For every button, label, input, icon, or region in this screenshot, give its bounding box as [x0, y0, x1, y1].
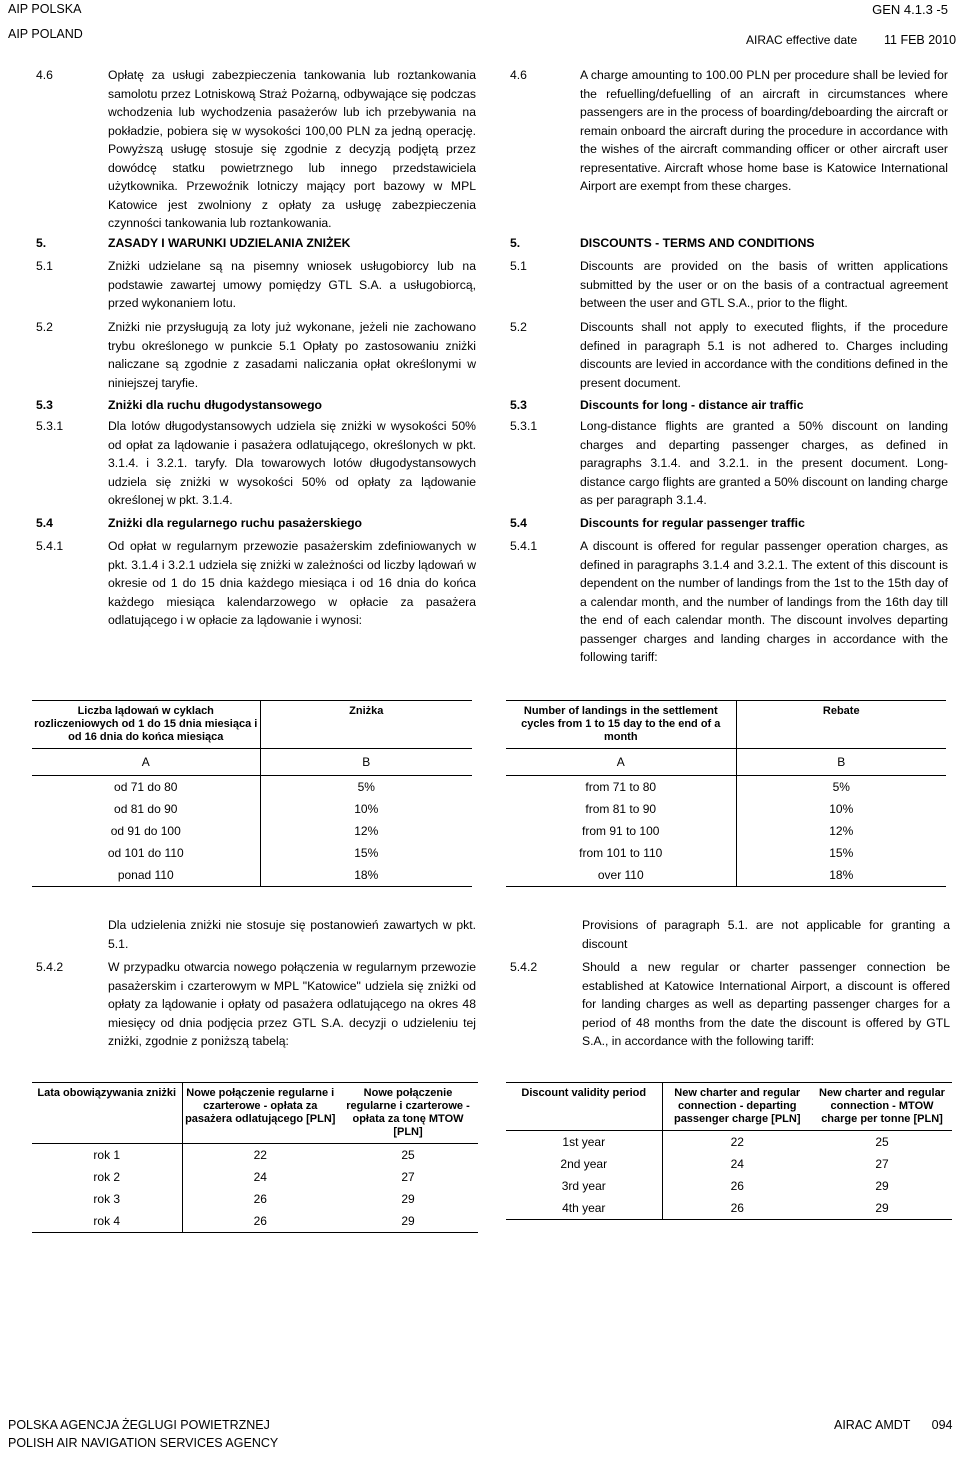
- pl-note: [36, 916, 476, 953]
- table-cell: from 81 to 90: [506, 798, 736, 820]
- section-text: Long-distance flights are granted a 50% discount on landing charges and departing passenger charges, as defined in paragraphs 3.1.4. and 3.2.1. in the present document. Long-distance cargo flights are granted a 50% discount on landing charge as per paragraph 3.1.4.: [580, 419, 948, 507]
- section-text: Zniżki udzielane są na pisemny wniosek usługobiorcy lub na podstawie zawartej umowy pomiędzy GTL S.A. a usługobiorcą, przed wykonaniem lotu.: [108, 259, 476, 310]
- en-section-5-4-2: [510, 958, 950, 1051]
- table-row: [506, 1175, 952, 1197]
- table-row: [32, 1166, 478, 1188]
- en-section-5-2: [510, 318, 948, 392]
- table-cell: 1st year: [506, 1131, 662, 1154]
- table-cell: from 71 to 80: [506, 776, 736, 799]
- table-cell: 18%: [736, 864, 946, 887]
- section-title: Zniżki dla regularnego ruchu pasażerskiego: [108, 516, 362, 530]
- table-cell: rok 3: [32, 1188, 182, 1210]
- table-cell: 10%: [829, 802, 854, 816]
- table-cell: 25: [812, 1131, 952, 1154]
- section-text: Discounts are provided on the basis of written applications submitted by the user or on the basis of a contractual agreement between the user and GTL S.A., prior to the flight.: [580, 259, 948, 310]
- table-cell: rok 1: [32, 1144, 182, 1167]
- section-text: Od opłat w regularnym przewozie pasażerskim zdefiniowanych w pkt. 3.1.4 i 3.2.1 udziela się zniżki w zależności od liczby lądowań w okresie od 1 do 15 dnia każdego miesiąca i od 16 dnia do końca każdego miesiąca kalendarzowego w opłacie za pasażera odlatującego i w opłacie za lądowanie i wynosi:: [108, 539, 476, 627]
- en-section-4-6: [510, 66, 948, 196]
- table-header: Liczba lądowań w cyklach rozliczeniowych od 1 do 15 dnia miesiąca i od 16 dnia do końca miesiąca: [32, 701, 260, 749]
- table-cell: 3rd year: [506, 1175, 662, 1197]
- section-number: 5.3: [36, 398, 53, 412]
- section-number: 5.2: [510, 320, 527, 334]
- section-number: 5.: [510, 236, 521, 250]
- table-row: [32, 864, 472, 887]
- en-new-connection-table: [506, 1082, 952, 1220]
- section-number: 5.4.1: [36, 539, 64, 553]
- table-cell: 26: [182, 1210, 338, 1233]
- en-section-5-1: [510, 257, 948, 313]
- section-number: 5.: [36, 236, 47, 250]
- pl-section-5-heading: [36, 234, 476, 253]
- en-landing-discount-table: [506, 700, 946, 887]
- section-text: Opłatę za usługi zabezpieczenia tankowania lub roztankowania samolotu przez Lotniskową Straż Pożarną, odbywające się podczas wchodzenia lub wychodzenia pasażerów lub ich przebywania na pokładzie, pobiera się w wysokości 100,00 PLN za jedną operację. Powyższą usługę stosuje się zgodnie z decyzją podjętą przez dowódcę statku powietrznego lub innego przedstawiciela użytkownika. Przewoźnik lotniczy mający port bazowy w MPL Katowice jest zwolniony z opłaty za usługę zabezpieczenia czynności tankowania lub roztankowania.: [108, 68, 476, 230]
- table-cell: od 101 do 110: [32, 842, 260, 864]
- table-cell: ponad 110: [32, 864, 260, 887]
- section-number: 5.4: [510, 516, 527, 530]
- table-cell: from 101 to 110: [506, 842, 736, 864]
- table-row: [32, 798, 472, 820]
- section-title: Discounts for regular passenger traffic: [580, 516, 805, 530]
- section-number: 5.1: [510, 259, 527, 273]
- table-row: [506, 842, 946, 864]
- en-section-5-4-heading: [510, 514, 948, 533]
- table-cell: 25: [338, 1144, 478, 1167]
- section-title: ZASADY I WARUNKI UDZIELANIA ZNIŻEK: [108, 236, 351, 250]
- section-number: 5.3.1: [510, 419, 538, 433]
- table-cell: B: [260, 749, 472, 776]
- table-cell: 4th year: [506, 1197, 662, 1220]
- pl-new-connection-table: [32, 1082, 478, 1233]
- section-text: W przypadku otwarcia nowego połączenia w regularnym przewozie pasażerskim i czarterowym w MPL "Katowice" udziela się zniżki od opłaty za lądowanie i opłaty od pasażera odlatującego na okres 48 miesięcy od dnia podjęcia przez GTL S.A. decyzji o udzieleniu tej zniżki, zgodnie z poniższą tabelą:: [108, 960, 476, 1048]
- table-row: [32, 820, 472, 842]
- section-text: Dla lotów długodystansowych udziela się zniżki w wysokości 50% od opłat za lądowanie i pasażera odlatującego, określonych w pkt. 3.1.4. i 3.2.1. taryfy. Dla towarowych lotów długodystansowych udziela się zniżki w wysokości 50% od opłaty za lądowanie określonej w pkt. 3.1.4.: [108, 419, 476, 507]
- table-cell: 26: [730, 1179, 744, 1193]
- header-aip-poland: AIP POLAND: [8, 27, 83, 41]
- table-cell: od 81 do 90: [32, 798, 260, 820]
- table-header: New charter and regular connection - MTOW charge per tonne [PLN]: [812, 1083, 952, 1131]
- table-cell: 29: [401, 1192, 415, 1206]
- section-number: 4.6: [510, 68, 527, 82]
- table-cell: B: [736, 749, 946, 776]
- effective-date-label: AIRAC effective date: [746, 33, 858, 47]
- table-row: [506, 864, 946, 887]
- pl-section-5-2: [36, 318, 476, 392]
- en-section-5-heading: [510, 234, 948, 253]
- table-row: [506, 820, 946, 842]
- table-cell: 29: [338, 1210, 478, 1233]
- note-text: Provisions of paragraph 5.1. are not applicable for granting a discount: [582, 918, 950, 951]
- section-number: 5.3.1: [36, 419, 64, 433]
- table-row: [32, 1188, 478, 1210]
- table-cell: od 91 do 100: [32, 820, 260, 842]
- section-number: 4.6: [36, 68, 53, 82]
- section-number: 5.4.2: [36, 960, 64, 974]
- section-text: A discount is offered for regular passenger operation charges, as defined in paragraphs 3.1.4 and 3.2.1. The extent of this discount is dependent on the number of landings from the 1st to the 15th day of a calendar month, and the number of landings from the 16th day till the end of each calendar month. The discount involves departing passenger charges and landing charges in accordance with the following tariff:: [580, 539, 948, 664]
- section-title: DISCOUNTS - TERMS AND CONDITIONS: [580, 236, 815, 250]
- table-cell: 24: [253, 1170, 267, 1184]
- table-cell: 26: [662, 1197, 812, 1220]
- table-row: [32, 842, 472, 864]
- table-cell: from 91 to 100: [506, 820, 736, 842]
- table-header: New charter and regular connection - departing passenger charge [PLN]: [662, 1083, 812, 1131]
- en-note: [510, 916, 950, 953]
- footer-amdt: [834, 1416, 953, 1434]
- section-number: 5.3: [510, 398, 527, 412]
- table-cell: 29: [875, 1179, 889, 1193]
- table-row: [32, 1144, 478, 1167]
- section-text: A charge amounting to 100.00 PLN per procedure shall be levied for the refuelling/defuelling of an aircraft in circumstances where passengers are in the process of boarding/deboarding the aircraft or remain onboard the aircraft during the procedure in accordance with the wishes of the aircraft commanding officer or other aircraft user representative. Aircraft whose home base is Katowice International Airport are exempt from these charges.: [580, 68, 948, 193]
- page-reference: GEN 4.1.3 -5: [872, 2, 948, 17]
- section-number: 5.1: [36, 259, 53, 273]
- pl-section-5-4-heading: [36, 514, 476, 533]
- table-row: [506, 1197, 952, 1220]
- table-cell: 29: [812, 1197, 952, 1220]
- footer-amdt-label: AIRAC AMDT: [834, 1418, 911, 1432]
- effective-date: 11 FEB 2010: [884, 33, 957, 47]
- section-text: Discounts shall not apply to executed flights, if the procedure defined in paragraph 5.1 is not adhered to. Charges including discounts are levied in accordance with the conditions defined in the present document.: [580, 320, 948, 390]
- pl-section-5-3-1: [36, 417, 476, 510]
- table-header: Rebate: [736, 701, 946, 749]
- table-cell: 22: [662, 1131, 812, 1154]
- table-cell: 2nd year: [506, 1153, 662, 1175]
- table-cell: over 110: [506, 864, 736, 887]
- header-left: [8, 2, 83, 52]
- en-section-5-4-1: [510, 537, 948, 667]
- table-row: [506, 1153, 952, 1175]
- table-cell: 5%: [260, 776, 472, 799]
- table-cell: 22: [182, 1144, 338, 1167]
- table-header: Nowe połączenie regularne i czarterowe - opłata za tonę MTOW [PLN]: [338, 1083, 478, 1144]
- header-aip-polska: AIP POLSKA: [8, 2, 82, 16]
- table-cell: 5%: [736, 776, 946, 799]
- section-number: 5.4: [36, 516, 53, 530]
- table-cell: 12%: [829, 824, 854, 838]
- table-cell: 26: [253, 1192, 267, 1206]
- table-cell: A: [32, 749, 260, 776]
- section-text: Should a new regular or charter passenger connection be established at Katowice International Airport, a discount is offered for landing charges as well as departing passenger charges for a period of 48 months from the date the discount is offered by GTL S.A., in accordance with the following tariff:: [582, 960, 950, 1048]
- table-cell: 12%: [354, 824, 379, 838]
- section-number: 5.4.2: [510, 960, 538, 974]
- section-title: Discounts for long - distance air traffic: [580, 398, 804, 412]
- pl-section-5-3-heading: [36, 396, 476, 415]
- footer-agency-en: POLISH AIR NAVIGATION SERVICES AGENCY: [8, 1436, 279, 1450]
- section-number: 5.4.1: [510, 539, 538, 553]
- pl-landing-discount-table: [32, 700, 472, 887]
- table-row: [32, 776, 472, 799]
- footer-amdt-number: 094: [931, 1418, 953, 1432]
- section-title: Zniżki dla ruchu długodystansowego: [108, 398, 322, 412]
- table-header: Zniżka: [260, 701, 472, 749]
- table-header: Lata obowiązywania zniżki: [32, 1083, 182, 1144]
- pl-section-5-4-1: [36, 537, 476, 630]
- note-text: Dla udzielenia zniżki nie stosuje się postanowień zawartych w pkt. 5.1.: [108, 918, 476, 951]
- table-row: [506, 798, 946, 820]
- table-cell: 15%: [829, 846, 854, 860]
- section-text: Zniżki nie przysługują za loty już wykonane, jeżeli nie zachowano trybu określonego w punkcie 5.1 Opłaty po zastosowaniu zniżki naliczane są zgodnie z zasadami naliczania opłat określonymi w niniejszej taryfie.: [108, 320, 476, 390]
- table-row: [506, 776, 946, 799]
- en-section-5-3-1: [510, 417, 948, 510]
- table-cell: 18%: [260, 864, 472, 887]
- table-cell: rok 2: [32, 1166, 182, 1188]
- table-header: Number of landings in the settlement cycles from 1 to 15 day to the end of a month: [506, 701, 736, 749]
- table-cell: 24: [730, 1157, 744, 1171]
- table-cell: od 71 do 80: [32, 776, 260, 799]
- en-section-5-3-heading: [510, 396, 948, 415]
- table-cell: rok 4: [32, 1210, 182, 1233]
- table-cell: 27: [875, 1157, 889, 1171]
- footer-agency: [8, 1416, 278, 1452]
- table-cell: 10%: [354, 802, 379, 816]
- table-cell: 27: [401, 1170, 415, 1184]
- table-header: Discount validity period: [506, 1083, 662, 1131]
- table-row: [32, 1210, 478, 1233]
- footer-agency-pl: POLSKA AGENCJA ŻEGLUGI POWIETRZNEJ: [8, 1418, 270, 1432]
- pl-section-5-1: [36, 257, 476, 313]
- section-number: 5.2: [36, 320, 53, 334]
- table-cell: A: [506, 749, 736, 776]
- table-header: Nowe połączenie regularne i czarterowe - opłata za pasażera odlatującego [PLN]: [182, 1083, 338, 1144]
- table-cell: 15%: [354, 846, 379, 860]
- pl-section-5-4-2: [36, 958, 476, 1051]
- table-row: [506, 1131, 952, 1154]
- pl-section-4-6: [36, 66, 476, 233]
